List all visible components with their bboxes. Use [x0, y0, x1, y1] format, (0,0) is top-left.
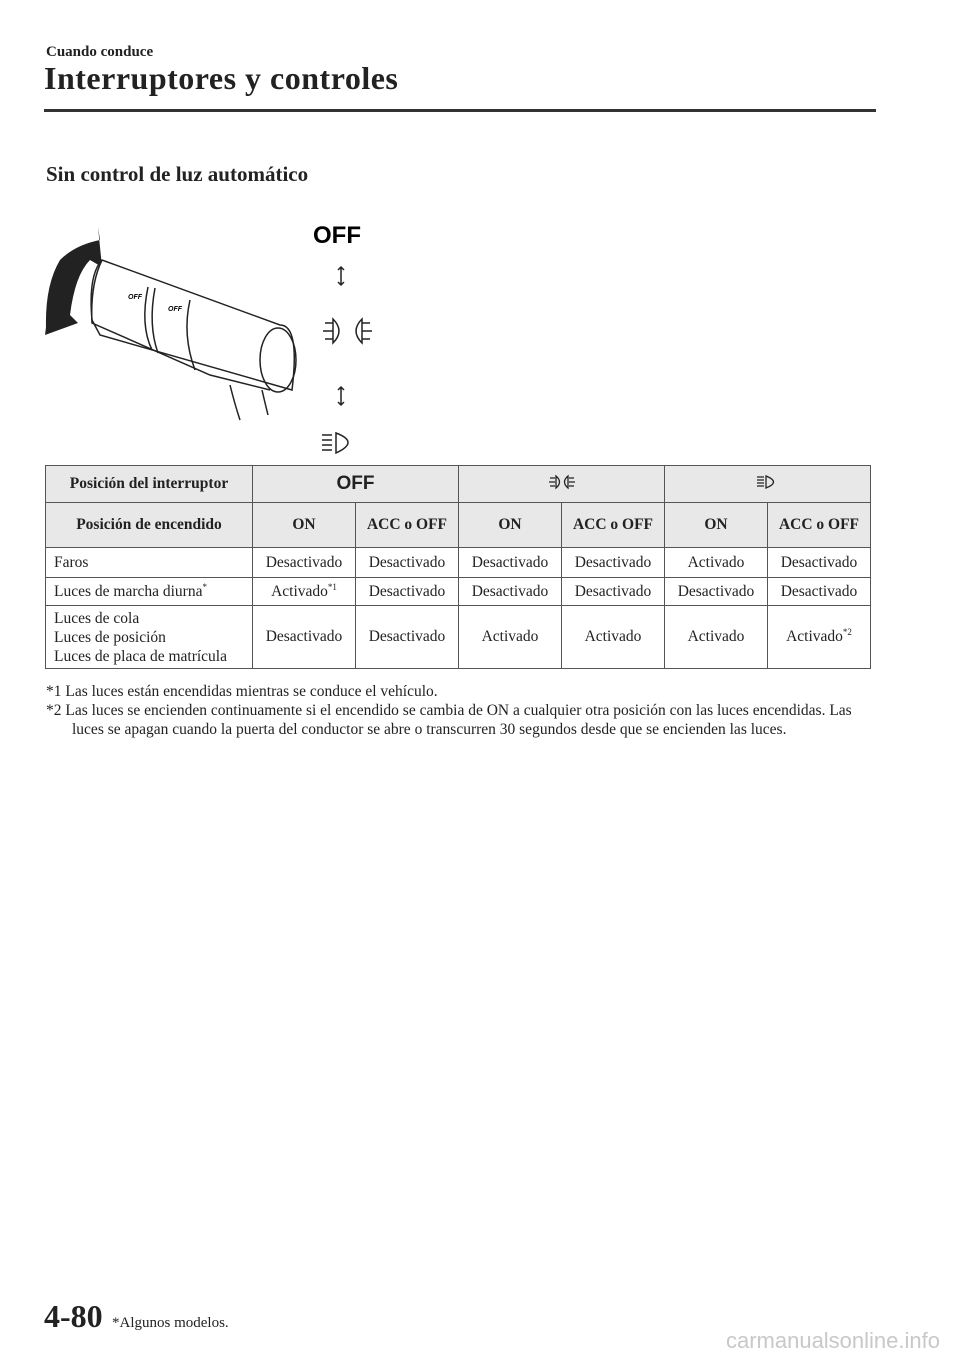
- light-switch-illustration: [30, 205, 390, 465]
- headlights-icon: [755, 474, 781, 490]
- off-position-label: OFF: [313, 222, 361, 249]
- page-title: Interruptores y controles: [44, 60, 399, 96]
- header-acc-off: ACC o OFF: [768, 503, 871, 548]
- row-label-line: Luces de posición: [54, 628, 166, 646]
- footer-note: *Algunos modelos.: [112, 1315, 229, 1331]
- cell: Activado: [562, 606, 665, 669]
- cell: Desactivado: [768, 578, 871, 606]
- lever-off-label: OFF: [168, 306, 182, 313]
- cell-text: Activado: [786, 628, 843, 646]
- row-label: [46, 606, 253, 669]
- cell: Activado: [665, 548, 768, 578]
- row-label: [46, 578, 253, 606]
- header-ignition-position: Posición de encendido: [46, 503, 253, 548]
- cell: Activado: [665, 606, 768, 669]
- row-label: Faros: [46, 548, 253, 578]
- cell: Desactivado: [665, 578, 768, 606]
- page-number: 4-80: [44, 1298, 103, 1334]
- footnote: *2 Las luces se encienden continuamente si el encendido se cambia de ON a cualquier otra posición con las luces encendidas. Las luces se apagan cuando la puerta del conductor se abre o transcurren 30 segundos desde que se encienden las luces.: [46, 702, 852, 738]
- section-label: Cuando conduce: [46, 44, 154, 60]
- light-status-table: [45, 465, 871, 669]
- up-down-arrow-icon: [338, 267, 344, 285]
- footnote-mark: *2: [842, 627, 852, 638]
- footnote-mark: *1: [327, 581, 337, 592]
- table-row: [46, 606, 871, 669]
- cell: Desactivado: [356, 606, 459, 669]
- subtitle: Sin control de luz automático: [46, 162, 309, 186]
- cell: Desactivado: [459, 548, 562, 578]
- header-on: ON: [253, 503, 356, 548]
- row-label-line: Luces de placa de matrícula: [54, 647, 227, 665]
- cell: Desactivado: [562, 548, 665, 578]
- cell-text: Activado: [271, 583, 328, 601]
- table-row: [46, 578, 871, 606]
- cell: [253, 578, 356, 606]
- lever: [91, 260, 296, 420]
- footnote: *1 Las luces están encendidas mientras se conduce el vehículo.: [46, 683, 438, 700]
- title-rule: [44, 109, 876, 112]
- cell: Desactivado: [253, 548, 356, 578]
- cell: [768, 606, 871, 669]
- cell: Desactivado: [253, 606, 356, 669]
- row-label-text: Luces de marcha diurna: [54, 583, 203, 601]
- footnotes: [46, 682, 876, 739]
- watermark: carmanualsonline.info: [725, 1328, 940, 1353]
- cell: Desactivado: [562, 578, 665, 606]
- parking-lights-icon: [547, 474, 577, 490]
- parking-lights-icon: [323, 319, 372, 343]
- header-acc-off: ACC o OFF: [356, 503, 459, 548]
- cell: Desactivado: [459, 578, 562, 606]
- cell: Activado: [459, 606, 562, 669]
- header-off: OFF: [253, 466, 459, 503]
- header-on: ON: [459, 503, 562, 548]
- header-on: ON: [665, 503, 768, 548]
- row-label-line: Luces de cola: [54, 609, 140, 627]
- table-row: [46, 548, 871, 578]
- cell: Desactivado: [356, 578, 459, 606]
- headlights-icon: [322, 433, 348, 453]
- header-headlights: [665, 466, 871, 503]
- header-acc-off: ACC o OFF: [562, 503, 665, 548]
- footnote-mark: *: [202, 581, 207, 592]
- cell: Desactivado: [768, 548, 871, 578]
- header-switch-position: Posición del interruptor: [46, 466, 253, 503]
- lever-off-label: OFF: [128, 294, 142, 301]
- cell: Desactivado: [356, 548, 459, 578]
- header-parking-lights: [459, 466, 665, 503]
- up-down-arrow-icon: [338, 387, 344, 405]
